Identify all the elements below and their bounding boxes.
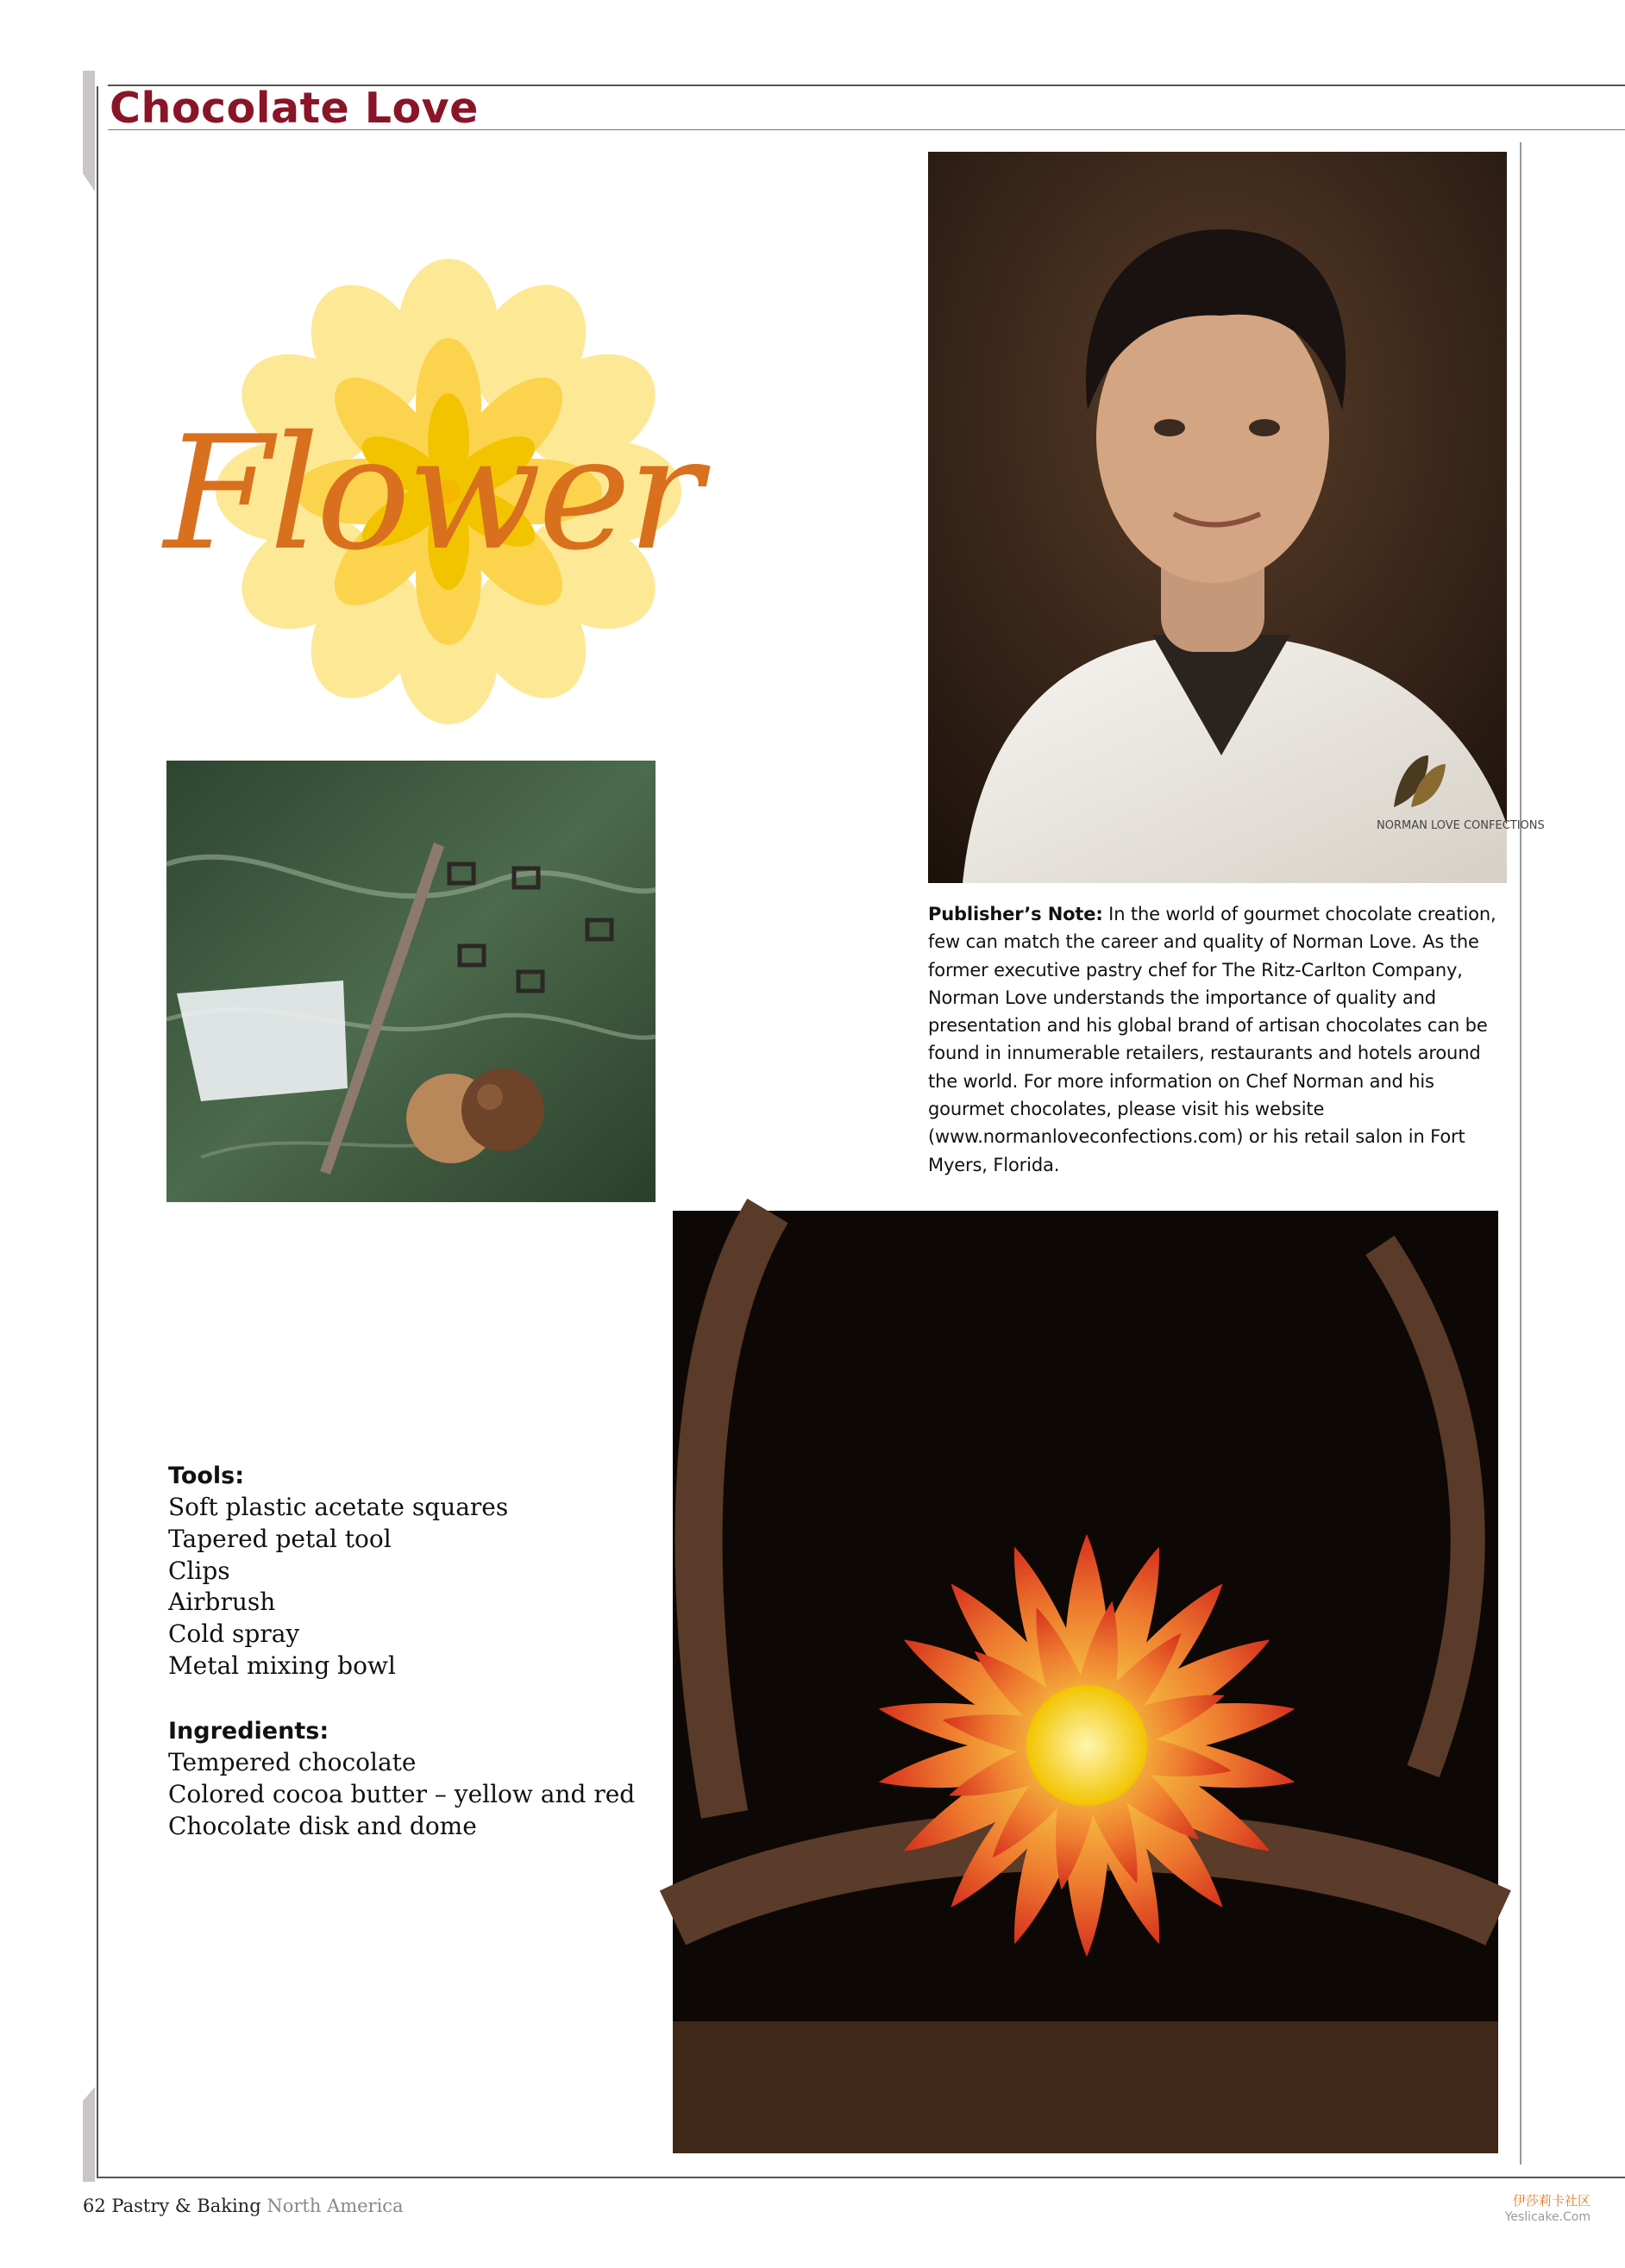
ingredients-heading: Ingredients: <box>168 1718 329 1745</box>
chocolate-flower-photo <box>673 1211 1498 2153</box>
tools-photo <box>166 761 656 1202</box>
list-item: Airbrush <box>168 1588 276 1617</box>
section-title: Chocolate Love <box>110 84 479 133</box>
publication-region: North America <box>267 2196 404 2216</box>
publication-name: Pastry & Baking <box>111 2196 261 2216</box>
watermark-cn: 伊莎莉卡社区 <box>1512 2193 1590 2208</box>
list-item: Chocolate disk and dome <box>168 1811 477 1840</box>
publisher-note-text: In the world of gourmet chocolate creation, few can match the career and quality of Norman Love. As the former executive pastry chef for The Ritz-Carlton Company, Norman Love understands the importance of quality and presentation and his global brand of artisan chocolates can be found in innumerable retailers, restaurants and hotels around the world. For more information on Chef Norman and his gourmet chocolates, please visit his website (www.normanloveconfections.com) or his retail salon in Fort Myers, Florida. <box>928 904 1496 1175</box>
ingredients-list <box>168 1716 686 1842</box>
tools-list <box>168 1461 651 1682</box>
list-item: Tempered chocolate <box>168 1748 417 1776</box>
page-number: 62 <box>83 2196 106 2216</box>
list-item: Metal mixing bowl <box>168 1651 396 1680</box>
left-rule <box>97 86 98 2177</box>
list-item: Colored cocoa butter – yellow and red <box>168 1779 636 1808</box>
bottom-rule <box>97 2177 1625 2178</box>
column-rule <box>1520 142 1521 2165</box>
list-item: Soft plastic acetate squares <box>168 1493 509 1521</box>
flower-logo <box>147 259 819 724</box>
list-item: Clips <box>168 1556 230 1585</box>
publisher-note-label: Publisher’s Note: <box>928 904 1103 924</box>
tools-heading: Tools: <box>168 1463 245 1489</box>
frame-accent-top <box>83 71 95 191</box>
flower-wordmark: Flower <box>164 402 700 585</box>
chef-portrait-photo <box>928 152 1545 883</box>
watermark-en: Yeslicake.Com <box>1504 2210 1590 2224</box>
list-item: Tapered petal tool <box>168 1524 392 1553</box>
svg-text:NORMAN LOVE CONFECTIONS: NORMAN LOVE CONFECTIONS <box>1377 819 1545 832</box>
page-footer <box>83 2196 404 2216</box>
list-item: Cold spray <box>168 1620 300 1649</box>
watermark <box>1494 2192 1590 2225</box>
publisher-note <box>928 900 1511 1179</box>
frame-accent-bottom <box>83 2087 95 2182</box>
